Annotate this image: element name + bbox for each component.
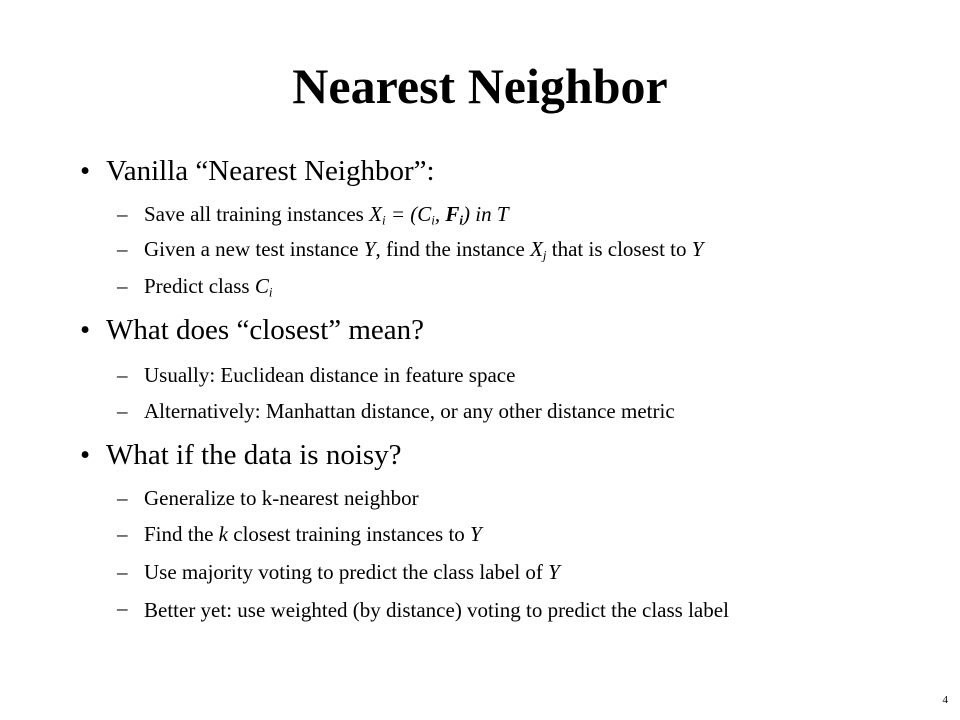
sub-bullet-text: Given a new test instance Y, find the instance $X_j$ that is closest to Y [144,237,704,263]
dash: – [117,560,128,584]
sub-bullet-text: Alternatively: Manhattan distance, or any other distance metric [144,399,675,423]
dash: – [117,363,128,387]
sub-bullet-text: Save all training instances $X_i = (C_i$, $F_i$) in T [144,202,509,228]
bullet-1-text: Vanilla “Nearest Neighbor”: [106,155,435,187]
bullet-dot: • [80,314,91,346]
dash: – [117,596,128,620]
dash: – [117,522,128,546]
sub-bullet-text: Usually: Euclidean distance in feature space [144,363,516,387]
dash: – [117,399,128,423]
bullet-2 [80,313,425,347]
dash: – [117,274,128,298]
sub-bullet-text: Use majority voting to predict the class label of Y [144,560,560,584]
bullet-dot: • [80,439,91,471]
bullet-2-text: What does “closest” mean? [106,314,425,346]
sub-bullet-text: Find the k closest training instances to Y [144,522,482,546]
slide-title: Nearest Neighbor [292,58,668,114]
bullet-3-text: What if the data is noisy? [106,439,402,471]
page-number: 4 [942,694,948,706]
bullet-3 [80,438,402,472]
sub-bullet-text: Predict class $C_i$ [144,274,273,300]
dash: – [117,237,128,261]
bullet-dot: • [80,155,91,187]
sub-bullet-text: Better yet: use weighted (by distance) voting to predict the class label [144,598,729,622]
dash: – [117,202,128,226]
dash: – [117,486,128,510]
sub-bullet-text: Generalize to k-nearest neighbor [144,486,419,510]
bullet-1 [80,154,435,188]
